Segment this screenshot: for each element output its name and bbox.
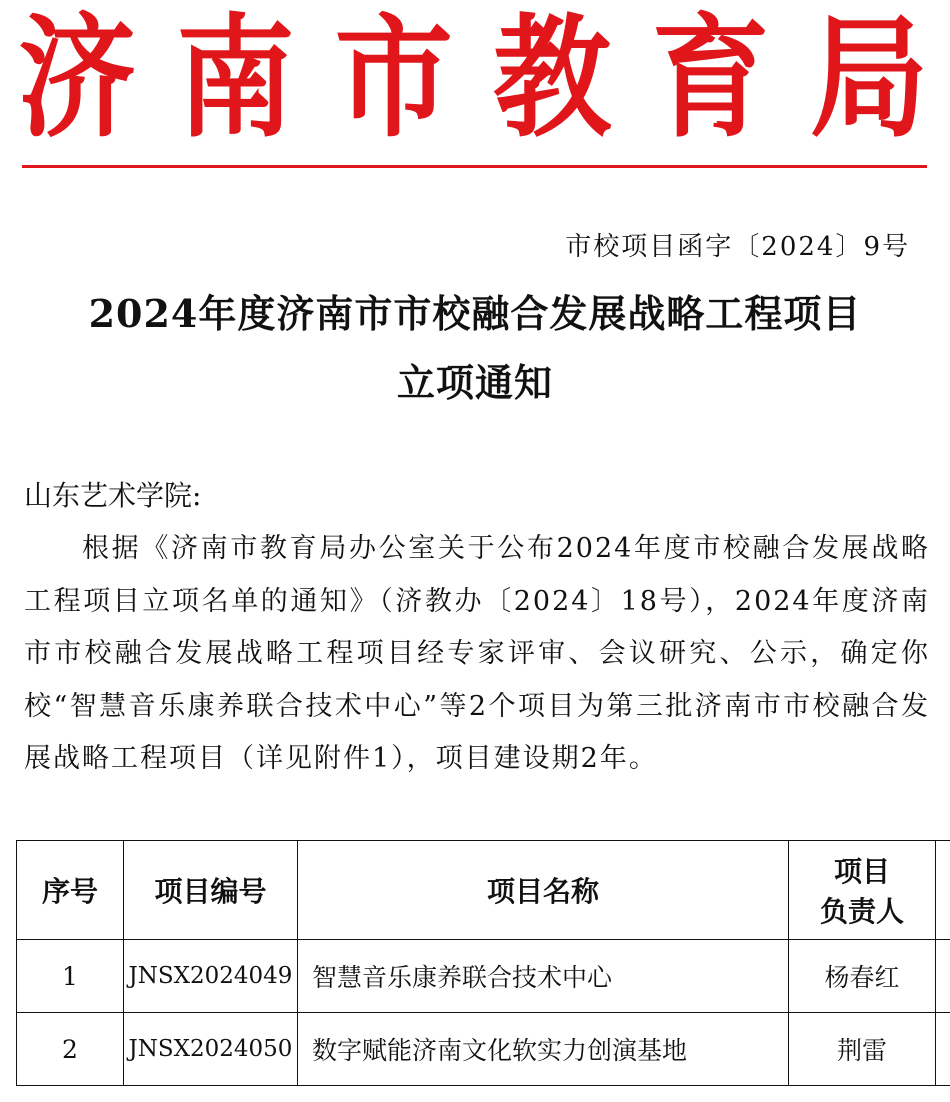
- header-extra: [936, 841, 950, 940]
- header-seq: 序号: [17, 841, 124, 940]
- document-number: 市校项目函字〔2024〕9号: [565, 232, 910, 262]
- project-table: [16, 840, 950, 1086]
- header-leader: [789, 841, 936, 940]
- cell-seq: 1: [17, 940, 124, 1013]
- cell-extra: [936, 1013, 950, 1086]
- masthead-char: 南: [176, 0, 295, 156]
- cell-seq: 2: [17, 1013, 124, 1086]
- document-title-line2: 立项通知: [396, 360, 553, 405]
- header-name: 项目名称: [298, 841, 789, 940]
- masthead-char: 市: [334, 0, 453, 156]
- masthead-divider: [22, 165, 927, 168]
- table-header-row: [17, 841, 950, 940]
- masthead-char: 育: [651, 0, 770, 156]
- masthead-char: 教: [493, 0, 612, 156]
- cell-code: JNSX2024049: [124, 940, 298, 1013]
- header-leader-line1: 项目: [833, 855, 890, 888]
- cell-leader: 荆雷: [789, 1013, 936, 1086]
- document-title-line1: 2024年度济南市市校融合发展战略工程项目: [88, 291, 862, 336]
- cell-code: JNSX2024050: [124, 1013, 298, 1086]
- table-row: [17, 940, 950, 1013]
- cell-name: 智慧音乐康养联合技术中心: [298, 940, 789, 1013]
- table-row: [17, 1013, 950, 1086]
- masthead-char: 济: [18, 0, 137, 156]
- cell-leader: 杨春红: [789, 940, 936, 1013]
- masthead: [18, 0, 928, 156]
- body-paragraph: 根据《济南市教育局办公室关于公布2024年度市校融合发展战略工程项目立项名单的通知》（济教办〔2024〕18号），2024年度济南市市校融合发展战略工程项目经专家评审、会议研究、公示，确定你校“智慧音乐康养联合技术中心”等2个项目为第三批济南市市校融合发展战略工程项目（详见附件1），项目建设期2年。: [24, 533, 930, 774]
- cell-extra: [936, 940, 950, 1013]
- masthead-char: 局: [809, 0, 928, 156]
- header-leader-line2: 负责人: [819, 895, 904, 928]
- header-code: 项目编号: [124, 841, 298, 940]
- salutation: 山东艺术学院:: [24, 479, 202, 512]
- cell-name: 数字赋能济南文化软实力创演基地: [298, 1013, 789, 1086]
